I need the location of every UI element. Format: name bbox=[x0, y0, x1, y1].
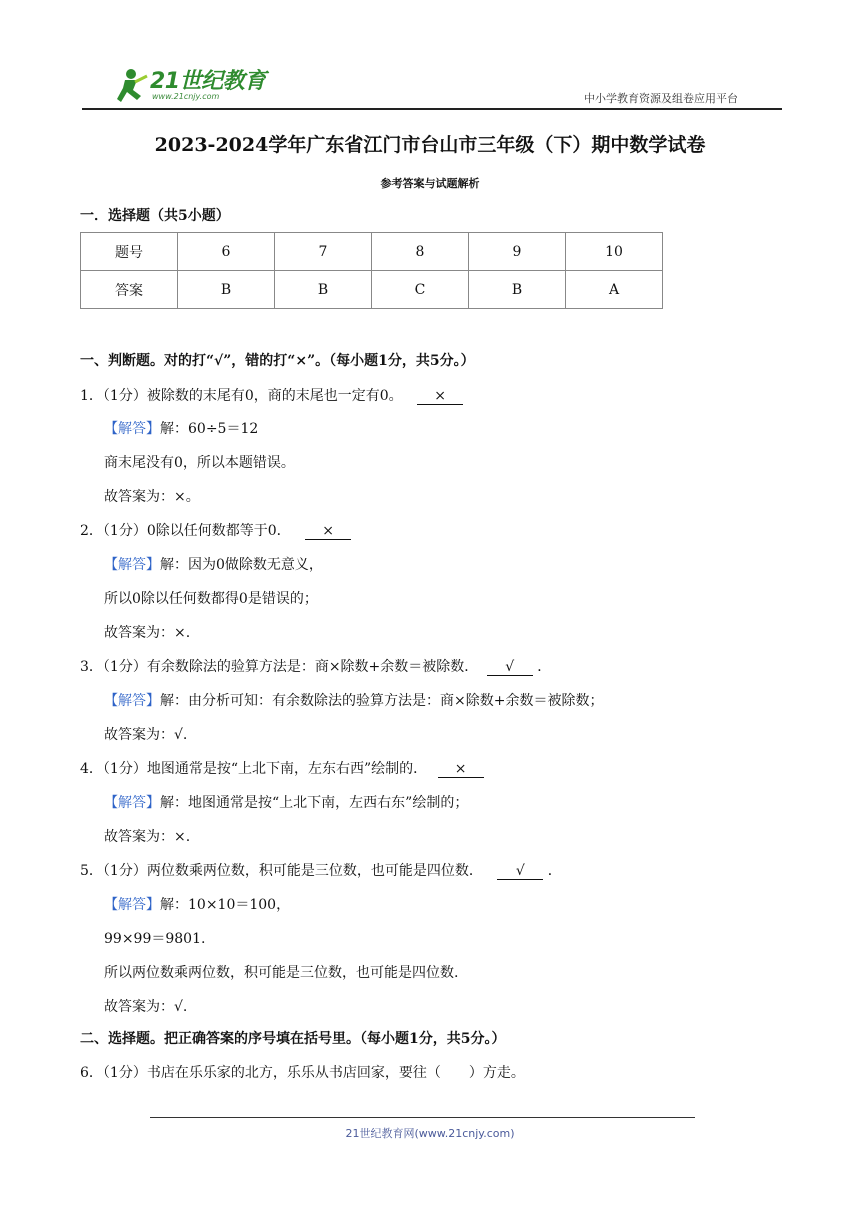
question-5 bbox=[80, 860, 562, 880]
solution-tag: 【解答】 bbox=[104, 421, 160, 437]
solution-text: 解：60÷5＝12 bbox=[160, 421, 259, 437]
solution-tag: 【解答】 bbox=[104, 795, 160, 811]
question-3 bbox=[80, 656, 551, 676]
answer-table bbox=[80, 232, 663, 309]
table-cell: B bbox=[178, 271, 275, 309]
table-cell: 9 bbox=[469, 233, 566, 271]
section-heading-choice-summary: 一．选择题（共5小题） bbox=[80, 208, 230, 224]
solution-line: 故答案为：×. bbox=[104, 829, 191, 845]
solution-line: 故答案为：×。 bbox=[104, 489, 200, 505]
question-tail: ． bbox=[547, 863, 562, 879]
platform-label: 中小学教育资源及组卷应用平台 bbox=[584, 92, 738, 105]
solution-line: 所以0除以任何数都得0是错误的； bbox=[104, 591, 318, 607]
table-cell: B bbox=[275, 271, 372, 309]
footer-text: 21世纪教育网(www.21cnjy.com) bbox=[345, 1127, 515, 1140]
header-divider bbox=[82, 108, 782, 110]
solution-text: 解：地图通常是按“上北下南，左西右东”绘制的； bbox=[160, 795, 469, 811]
solution-tag: 【解答】 bbox=[104, 897, 160, 913]
solution-line bbox=[104, 554, 323, 574]
question-4 bbox=[80, 758, 484, 778]
question-6: 6．（1分）书店在乐乐家的北方，乐乐从书店回家，要往（ ）方走。 bbox=[80, 1065, 525, 1081]
question-stem: 4．（1分）地图通常是按“上北下南，左东右西”绘制的． bbox=[80, 761, 428, 777]
solution-text: 解：因为0做除数无意义， bbox=[160, 557, 323, 573]
section-heading-judge: 一、判断题。对的打“√”，错的打“×”。（每小题1分，共5分。） bbox=[80, 353, 475, 369]
answer-blank: × bbox=[305, 523, 351, 540]
solution-line bbox=[104, 894, 290, 914]
footer-divider bbox=[150, 1117, 695, 1118]
table-cell: 10 bbox=[566, 233, 663, 271]
question-1 bbox=[80, 385, 463, 405]
solution-tag: 【解答】 bbox=[104, 557, 160, 573]
table-row bbox=[81, 271, 663, 309]
page-title: 2023-2024学年广东省江门市台山市三年级（下）期中数学试卷 bbox=[154, 134, 706, 156]
answer-blank: × bbox=[438, 761, 484, 778]
answer-blank: × bbox=[417, 388, 463, 405]
logo-url: www.21cnjy.com bbox=[152, 92, 220, 101]
solution-text: 解：由分析可知：有余数除法的验算方法是：商×除数+余数＝被除数； bbox=[160, 693, 604, 709]
solution-line: 商末尾没有0，所以本题错误。 bbox=[104, 455, 295, 471]
section-heading-choice: 二、选择题。把正确答案的序号填在括号里。（每小题1分，共5分。） bbox=[80, 1031, 506, 1047]
table-cell: 答案 bbox=[81, 271, 178, 309]
solution-line: 故答案为：√. bbox=[104, 999, 188, 1015]
solution-line: 故答案为：×. bbox=[104, 625, 191, 641]
question-2 bbox=[80, 520, 351, 540]
solution-line: 所以两位数乘两位数，积可能是三位数，也可能是四位数. bbox=[104, 965, 459, 981]
table-cell: C bbox=[372, 271, 469, 309]
solution-tag: 【解答】 bbox=[104, 693, 160, 709]
table-cell: 6 bbox=[178, 233, 275, 271]
table-cell: 8 bbox=[372, 233, 469, 271]
logo-text: 21世纪教育 bbox=[150, 69, 266, 94]
table-row bbox=[81, 233, 663, 271]
answer-blank: √ bbox=[487, 659, 533, 676]
question-tail: ． bbox=[537, 659, 552, 675]
table-cell: 题号 bbox=[81, 233, 178, 271]
table-cell: B bbox=[469, 271, 566, 309]
solution-line: 99×99＝9801. bbox=[104, 931, 206, 947]
solution-line: 故答案为：√. bbox=[104, 727, 188, 743]
question-stem: 3．（1分）有余数除法的验算方法是：商×除数+余数＝被除数． bbox=[80, 659, 479, 675]
page-subtitle: 参考答案与试题解析 bbox=[380, 177, 480, 190]
table-cell: A bbox=[566, 271, 663, 309]
table-cell: 7 bbox=[275, 233, 372, 271]
question-stem: 1．（1分）被除数的末尾有0，商的末尾也一定有0。 bbox=[80, 388, 403, 404]
solution-text: 解：10×10＝100， bbox=[160, 897, 291, 913]
question-stem: 5．（1分）两位数乘两位数，积可能是三位数，也可能是四位数． bbox=[80, 863, 483, 879]
solution-line bbox=[104, 690, 603, 710]
solution-line bbox=[104, 418, 258, 438]
answer-blank: √ bbox=[497, 863, 543, 880]
solution-line bbox=[104, 792, 468, 812]
question-stem: 2．（1分）0除以任何数都等于0． bbox=[80, 523, 291, 539]
